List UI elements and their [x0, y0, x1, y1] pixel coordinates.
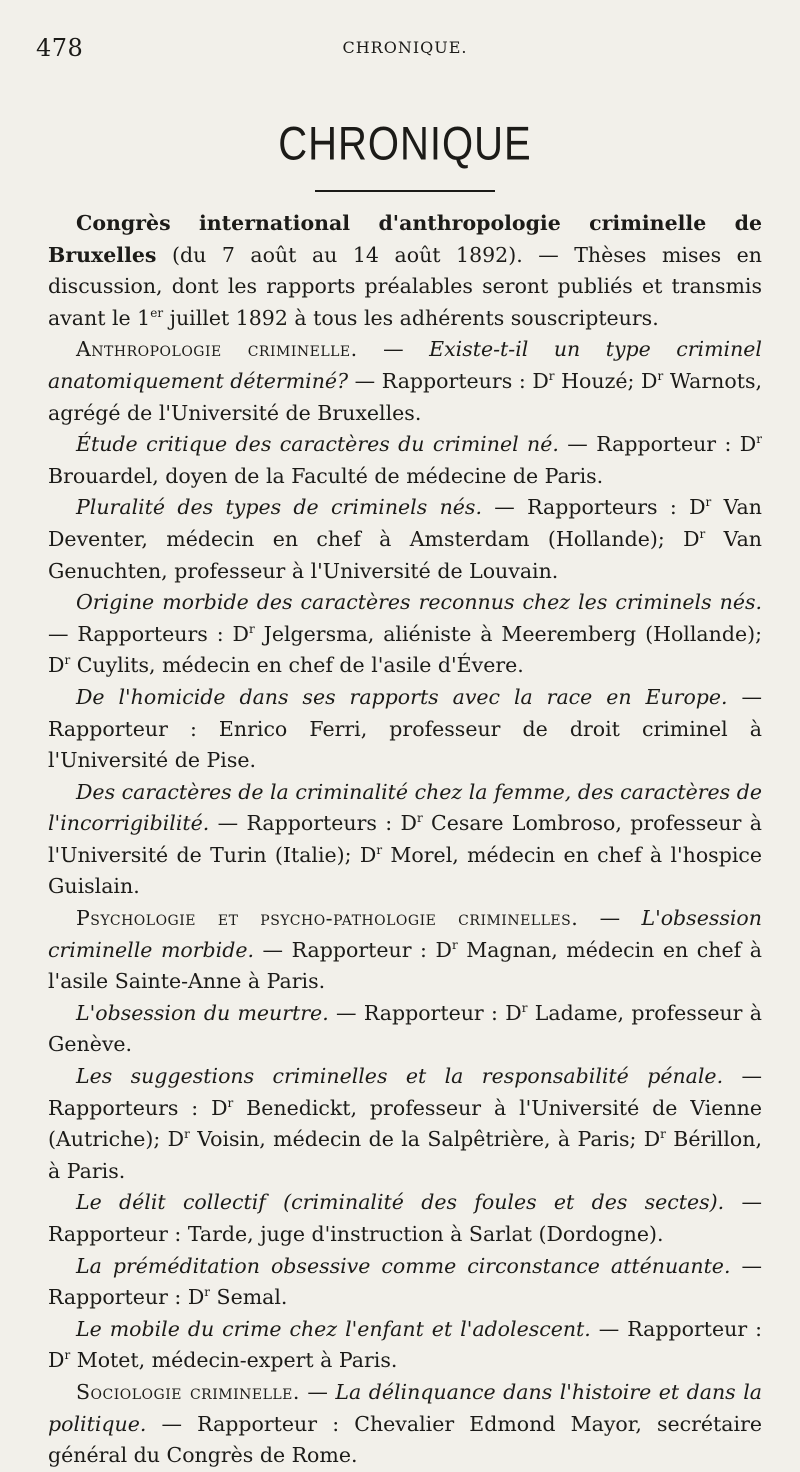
- article-body: [48, 208, 762, 1472]
- running-title: CHRONIQUE.: [342, 38, 468, 57]
- thesis-title: Des caractères de la criminalité chez la femme, des caractères de l'incorrigibilité.: [48, 779, 762, 836]
- thesis-title: De l'homicide dans ses rapports avec la race en Europe.: [76, 684, 728, 709]
- paragraph-thesis: Le délit collectif (criminalité des foules et des sectes). — Rapporteur : Tarde, juge d'instruction à Sarlat (Dordogne).: [48, 1190, 762, 1246]
- thesis-title: Le mobile du crime chez l'enfant et l'adolescent.: [76, 1316, 591, 1341]
- congress-name: Congrès international d'anthropologie criminelle de Bruxelles: [48, 211, 762, 267]
- thesis-title: Origine morbide des caractères reconnus chez les criminels nés.: [76, 590, 762, 615]
- thesis-title: La préméditation obsessive comme circonstance atténuante.: [76, 1253, 731, 1278]
- thesis-title: Étude critique des caractères du criminel né.: [76, 432, 559, 457]
- paragraph-thesis: Des caractères de la criminalité chez la femme, des caractères de l'incorrigibilité. — Rapporteurs : $D^r$ Cesare Lombroso, professeur à l'Université de Turin (Italie); $D^r$ Morel, médecin en chef à l'hospice Guislain.: [48, 779, 762, 899]
- section-heading: Sociologie criminelle.: [76, 1379, 300, 1404]
- section-heading: Anthropologie criminelle.: [76, 337, 358, 362]
- running-head: [36, 30, 762, 64]
- page-number: 478: [36, 34, 84, 62]
- paragraph-thesis: Anthropologie criminelle. — Existe-t-il un type criminel anatomiquement déterminé? — Rapporteurs : $D^r$ Houzé; $D^r$ Warnots, agrégé de l'Université de Bruxelles.: [48, 337, 762, 425]
- thesis-title: La délinquance dans l'histoire et dans la politique.: [48, 1379, 762, 1436]
- paragraph-thesis: L'obsession du meurtre. — Rapporteur : $D^r$ Ladame, professeur à Genève.: [48, 1000, 763, 1057]
- paragraph-congres: Congrès international d'anthropologie criminelle de Bruxelles (du 7 août au 14 août 1892). — Thèses mises en discussion, dont les rapports préalables seront publiés et transmis avant le 1er juillet 1892 à tous les adhérents souscripteurs.: [48, 211, 762, 330]
- paragraph-thesis: Les suggestions criminelles et la responsabilité pénale. — Rapporteurs : $D^r$ Benedickt, professeur à l'Université de Vienne (Autriche); $D^r$ Voisin, médecin de la Salpêtrière, à Paris; $D^r$ Bérillon, à Paris.: [48, 1064, 762, 1183]
- thesis-title: Existe-t-il un type criminel anatomiquement déterminé?: [48, 337, 762, 393]
- paragraph-thesis: De l'homicide dans ses rapports avec la race en Europe. — Rapporteur : Enrico Ferri, professeur de droit criminel à l'Université de Pise.: [48, 684, 762, 773]
- section-heading: Psychologie et psycho-pathologie criminelles.: [76, 906, 579, 931]
- thesis-title: L'obsession criminelle morbide.: [48, 906, 762, 962]
- title-rule: [315, 190, 495, 192]
- thesis-title: Les suggestions criminelles et la responsabilité pénale.: [76, 1064, 724, 1089]
- paragraph-thesis: Le mobile du crime chez l'enfant et l'adolescent. — Rapporteur : $D^r$ Motet, médecin-expert à Paris.: [48, 1316, 763, 1373]
- paragraph-thesis: La préméditation obsessive comme circonstance atténuante. — Rapporteur : $D^r$ Semal.: [48, 1253, 762, 1310]
- thesis-title: Le délit collectif (criminalité des foules et des sectes).: [76, 1190, 725, 1215]
- thesis-title: Pluralité des types de criminels nés.: [76, 495, 482, 520]
- paragraph-thesis: Étude critique des caractères du criminel né. — Rapporteur : $D^r$ Brouardel, doyen de la Faculté de médecine de Paris.: [48, 432, 762, 488]
- paragraph-thesis: Sociologie criminelle. — La délinquance dans l'histoire et dans la politique. — Rapporteur : Chevalier Edmond Mayor, secrétaire général du Congrès de Rome.: [48, 1379, 762, 1468]
- paragraph-thesis: Origine morbide des caractères reconnus chez les criminels nés. — Rapporteurs : $D^r$ Jelgersma, aliéniste à Meeremberg (Hollande); $D^r$ Cuylits, médecin en chef de l'asile d'Évere.: [48, 590, 762, 678]
- paragraph-thesis: Pluralité des types de criminels nés. — Rapporteurs : $D^r$ Van Deventer, médecin en chef à Amsterdam (Hollande); $D^r$ Van Genuchten, professeur à l'Université de Louvain.: [48, 495, 762, 583]
- paragraph-thesis: Psychologie et psycho-pathologie criminelles. — L'obsession criminelle morbide. — Rapporteur : $D^r$ Magnan, médecin en chef à l'asile Sainte-Anne à Paris.: [48, 906, 762, 994]
- thesis-title: L'obsession du meurtre.: [76, 1000, 329, 1025]
- page-title: CHRONIQUE: [278, 118, 532, 170]
